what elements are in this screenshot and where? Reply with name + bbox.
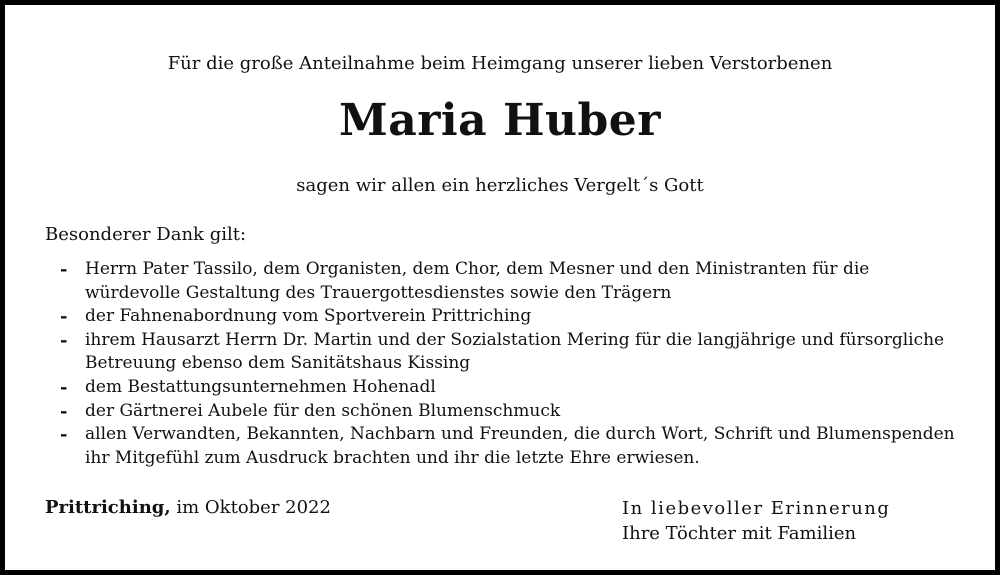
list-item [60, 305, 965, 329]
thanks-line: sagen wir allen ein herzliches Vergelt´s Gott [296, 175, 704, 196]
dash-bullet: - [60, 424, 68, 446]
dash-bullet: - [60, 259, 68, 280]
family-line: Ihre Töchter mit Familien [622, 523, 857, 544]
list-item [60, 258, 965, 305]
closing-line: In liebevoller Erinnerung [622, 498, 891, 519]
list-item-text: Herrn Pater Tassilo, dem Organisten, dem Chor, dem Mesner und den Ministranten für die würdevolle Gestaltung des Trauergottesdienstes sowie den Trägern [85, 259, 870, 303]
dash-bullet: - [60, 329, 68, 351]
list-item-text: der Gärtnerei Aubele für den schönen Blumenschmuck [85, 400, 561, 421]
list-item-text: ihrem Hausarzt Herrn Dr. Martin und der Sozialstation Mering für die langjährige und fürsorgliche Betreuung ebenso dem Sanitätshaus Kissing [85, 329, 945, 374]
deceased-name: Maria Huber [339, 95, 661, 146]
special-thanks-heading: Besonderer Dank gilt: [45, 224, 247, 245]
list-item [60, 400, 965, 424]
place-name: Prittriching, [45, 497, 171, 518]
dash-bullet: - [60, 376, 68, 398]
list-item [60, 329, 965, 376]
list-item-text: dem Bestattungsunternehmen Hohenadl [85, 376, 436, 397]
intro-text: Für die große Anteilnahme beim Heimgang unserer lieben Verstorbenen [167, 53, 833, 74]
place-date [45, 496, 331, 520]
list-item [60, 423, 965, 470]
list-item [60, 376, 965, 400]
signature-block [622, 496, 890, 546]
dash-bullet: - [60, 400, 68, 422]
thanks-list [60, 258, 965, 470]
dash-bullet: - [60, 306, 68, 328]
date-text: im Oktober 2022 [176, 497, 331, 518]
list-item-text: allen Verwandten, Bekannten, Nachbarn und Freunden, die durch Wort, Schrift und Blumenspenden ihr Mitgefühl zum Ausdruck brachten und ihr die letzte Ehre erwiesen. [85, 424, 955, 468]
list-item-text: der Fahnenabordnung vom Sportverein Prittriching [85, 306, 532, 327]
